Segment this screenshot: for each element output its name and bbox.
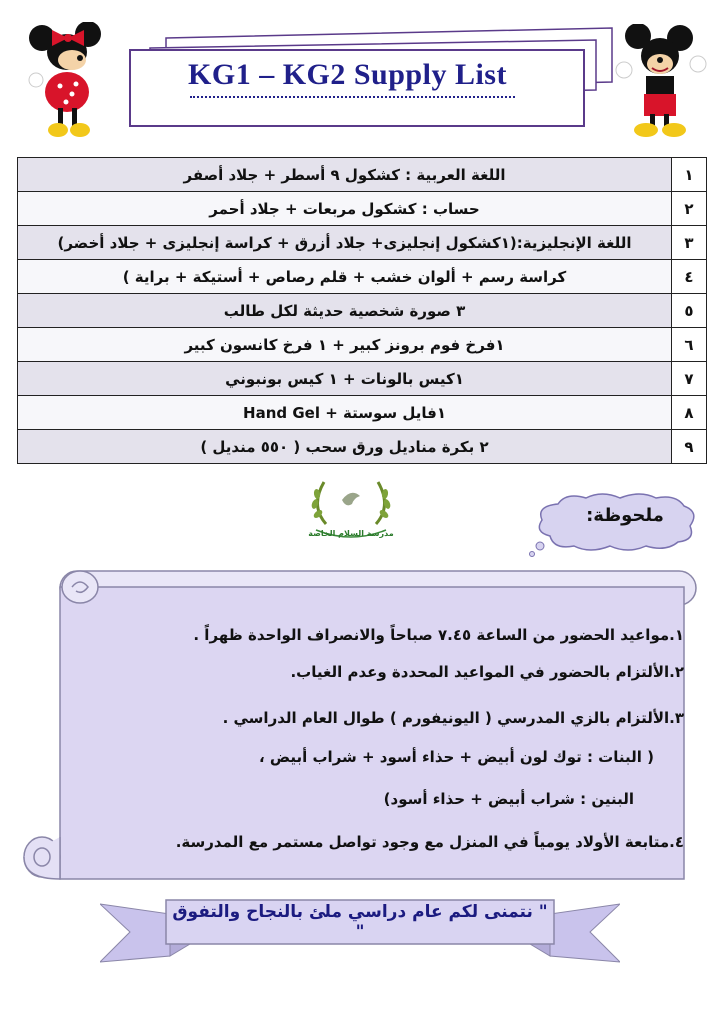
footer-wish: " نتمنى لكم عام دراسي ملئ بالنجاح والتفوق "	[172, 902, 548, 942]
row-number: ٢	[672, 192, 707, 226]
supply-item: اللغة العربية : كشكول ٩ أسطر + جلاد أصفر	[18, 158, 672, 192]
table-row	[18, 226, 707, 260]
supply-item: ١فايل سوستة + Hand Gel	[18, 396, 672, 430]
row-number: ٧	[672, 362, 707, 396]
supply-item: اللغة الإنجليزية:(١كشكول إنجليزى+ جلاد أزرق + كراسة إنجليزى + جلاد أخضر)	[18, 226, 672, 260]
minnie-mouse-illustration	[22, 22, 122, 144]
note-line: ٢.الألتزام بالحضور في المواعيد المحددة وعدم الغياب.	[290, 663, 684, 681]
table-row	[18, 192, 707, 226]
supply-item: ١كيس بالونات + ١ كيس بونبوني	[18, 362, 672, 396]
row-number: ١	[672, 158, 707, 192]
table-row	[18, 328, 707, 362]
row-number: ٥	[672, 294, 707, 328]
supply-item: حساب : كشكول مربعات + جلاد أحمر	[18, 192, 672, 226]
table-row	[18, 158, 707, 192]
supply-item: ١فرخ فوم برونز كبير + ١ فرخ كانسون كبير	[18, 328, 672, 362]
supply-item: ٣ صورة شخصية حديثة لكل طالب	[18, 294, 672, 328]
school-logo-text: مدرسة السلام الخاصة	[308, 529, 394, 538]
note-line: ٣.الألتزام بالزي المدرسي ( اليونيفورم ) طوال العام الدراسي .	[222, 709, 684, 727]
page-title: KG1 – KG2 Supply List	[188, 58, 507, 91]
table-row	[18, 430, 707, 464]
table-row	[18, 396, 707, 430]
note-line: ( البنات : توك لون أبيض + حذاء أسود + شراب أبيض ،	[258, 748, 654, 766]
row-number: ٦	[672, 328, 707, 362]
note-line: البنين : شراب أبيض + حذاء أسود)	[383, 790, 634, 808]
table-row	[18, 362, 707, 396]
supply-table	[17, 157, 707, 464]
row-number: ٣	[672, 226, 707, 260]
table-row	[18, 294, 707, 328]
row-number: ٨	[672, 396, 707, 430]
supply-item: ٢ بكرة مناديل ورق سحب ( ٥٥٠ منديل )	[18, 430, 672, 464]
note-line: ١.مواعيد الحضور من الساعة ٧.٤٥ صباحاً والانصراف الواحدة ظهراً .	[193, 626, 684, 644]
note-label: ملحوظة:	[586, 505, 664, 526]
mickey-mouse-illustration	[612, 24, 712, 144]
row-number: ٤	[672, 260, 707, 294]
table-row	[18, 260, 707, 294]
school-logo	[296, 474, 406, 540]
supply-item: كراسة رسم + ألوان خشب + قلم رصاص + أستيكة + براية )	[18, 260, 672, 294]
title-underline	[190, 96, 515, 98]
note-line: ٤.متابعة الأولاد يومياً في المنزل مع وجود تواصل مستمر مع المدرسة.	[175, 833, 684, 851]
row-number: ٩	[672, 430, 707, 464]
